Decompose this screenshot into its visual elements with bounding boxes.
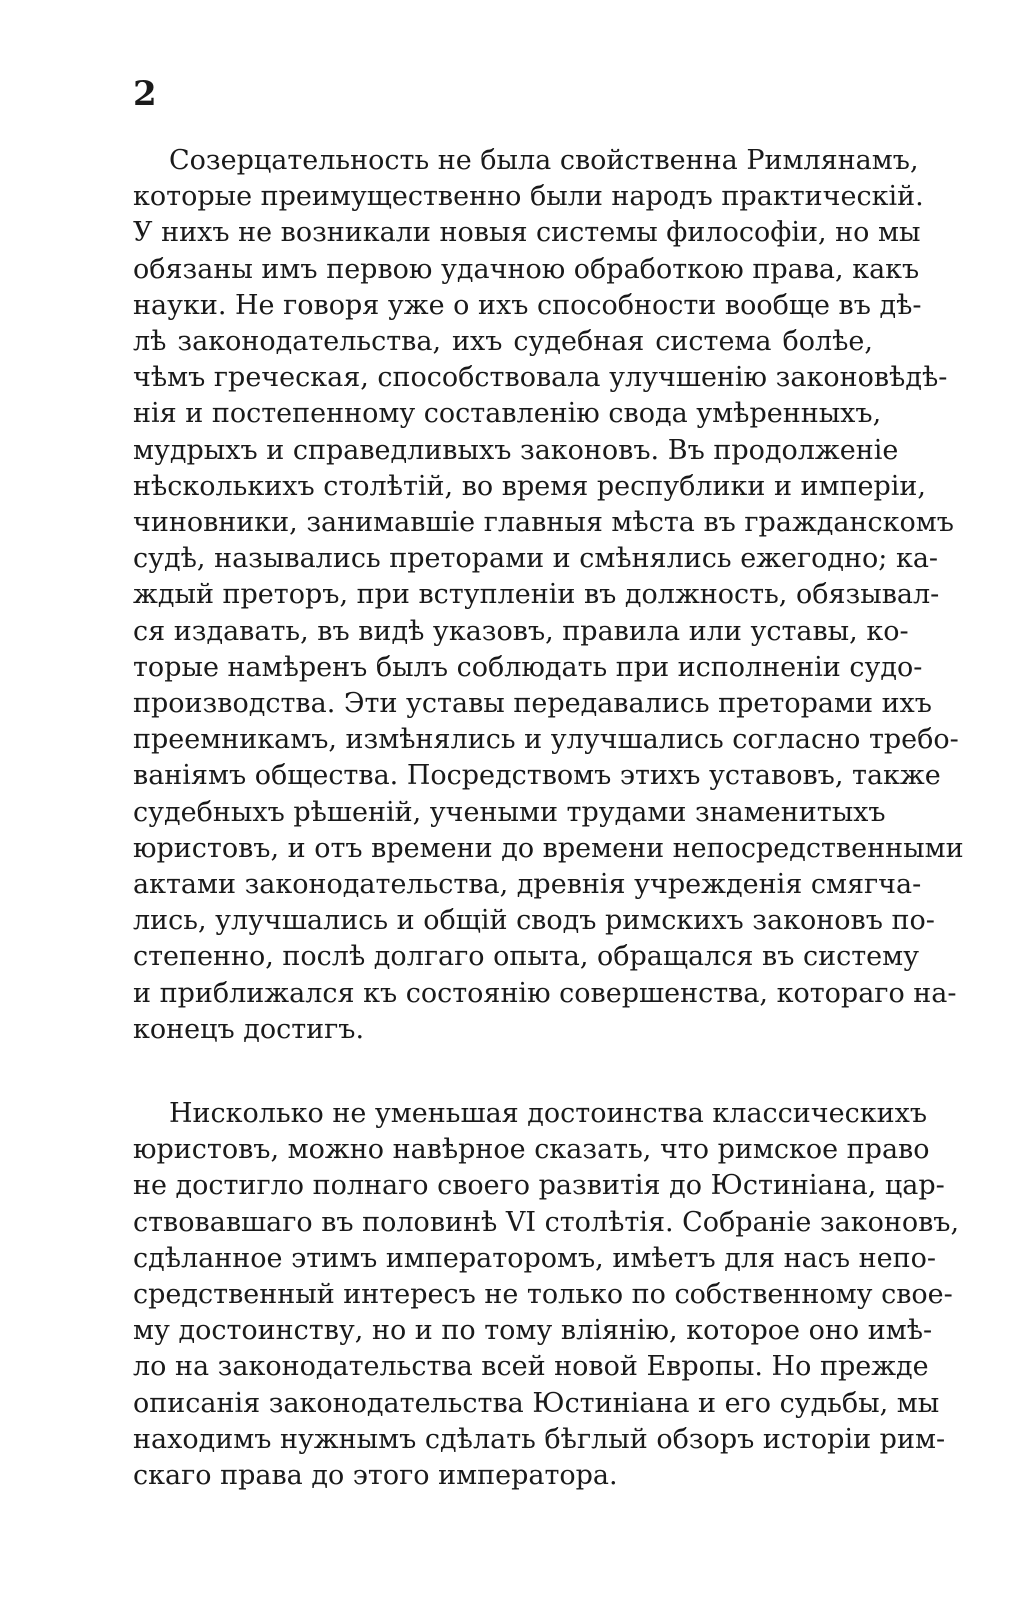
text-line: которые преимущественно были народъ практическiй. [133,181,924,213]
text-line: сдѣланное этимъ императоромъ, имѣетъ для насъ непо- [133,1242,936,1274]
paragraph-1 [133,143,964,1048]
text-line: судебныхъ рѣшенiй, учеными трудами знаменитыхъ [133,796,886,828]
text-line: торые намѣренъ былъ соблюдать при исполненiи судо- [133,651,923,683]
text-line: ся издавать, въ видѣ указовъ, правила или уставы, ко- [133,615,909,647]
text-line: лѣ законодательства, ихъ судебная система болѣе, [133,326,873,358]
text-line: описанiя законодательства Юстинiана и его судьбы, мы [133,1387,940,1419]
text-line: Созерцательность не была свойственна Римлянамъ, [169,145,919,176]
text-line: производства. Эти уставы передавались преторами ихъ [133,688,932,720]
paragraph-2 [133,1096,960,1494]
text-line: ждый преторъ, при вступленiи въ должность, обязывал- [133,579,940,611]
text-line: Нисколько не уменьшая достоинства классическихъ [169,1098,928,1129]
text-line: ванiямъ общества. Посредствомъ этихъ уставовъ, также [133,760,941,792]
text-line: нѣсколькихъ столѣтiй, во время республики и имперiи, [133,470,927,502]
text-line: не достигло полнаго своего развитiя до Юстинiана, цар- [133,1170,945,1202]
text-line: ствовавшаго въ половинѣ VI столѣтiя. Собранiе законовъ, [133,1206,960,1238]
text-line: нiя и постепенному составленiю свода умѣренныхъ, [133,398,882,430]
text-line: У нихъ не возникали новыя системы философiи, но мы [133,217,921,249]
text-line: и приближался къ состоянiю совершенства, котораго на- [133,977,957,1009]
text-line: чѣмъ греческая, способствовала улучшенiю законовѣдѣ- [133,362,948,394]
text-line: науки. Не говоря уже о ихъ способности вообще въ дѣ- [133,289,922,321]
text-line: мудрыхъ и справедливыхъ законовъ. Въ продолженiе [133,434,899,466]
text-line: му достоинству, но и по тому влiянiю, которое оно имѣ- [133,1315,933,1347]
text-line: средственный интересъ не только по собственному свое- [133,1279,953,1311]
text-line: лись, улучшались и общiй сводъ римскихъ законовъ по- [133,905,935,937]
text-line: степенно, послѣ долгаго опыта, обращался въ систему [133,941,919,973]
text-line: обязаны имъ первою удачною обработкою права, какъ [133,253,920,285]
text-line: конецъ достигъ. [133,1013,365,1045]
text-line: юристовъ, можно навѣрное сказать, что римское право [133,1134,930,1166]
text-line: чиновники, занимавшiе главныя мѣста въ гражданскомъ [133,507,954,539]
text-line: судѣ, назывались преторами и смѣнялись ежегодно; ка- [133,543,939,575]
text-line: юристовъ, и отъ времени до времени непосредственными [133,832,964,864]
page-number: 2 [133,74,157,114]
text-line: ло на законодательства всей новой Европы. Но прежде [133,1351,929,1383]
text-line: актами законодательства, древнiя учрежденiя смягча- [133,869,922,901]
text-line: преемникамъ, измѣнялись и улучшались согласно требо- [133,724,959,756]
text-line: скаго права до этого императора. [133,1460,618,1492]
text-line: находимъ нужнымъ сдѣлать бѣглый обзоръ исторiи рим- [133,1423,946,1455]
